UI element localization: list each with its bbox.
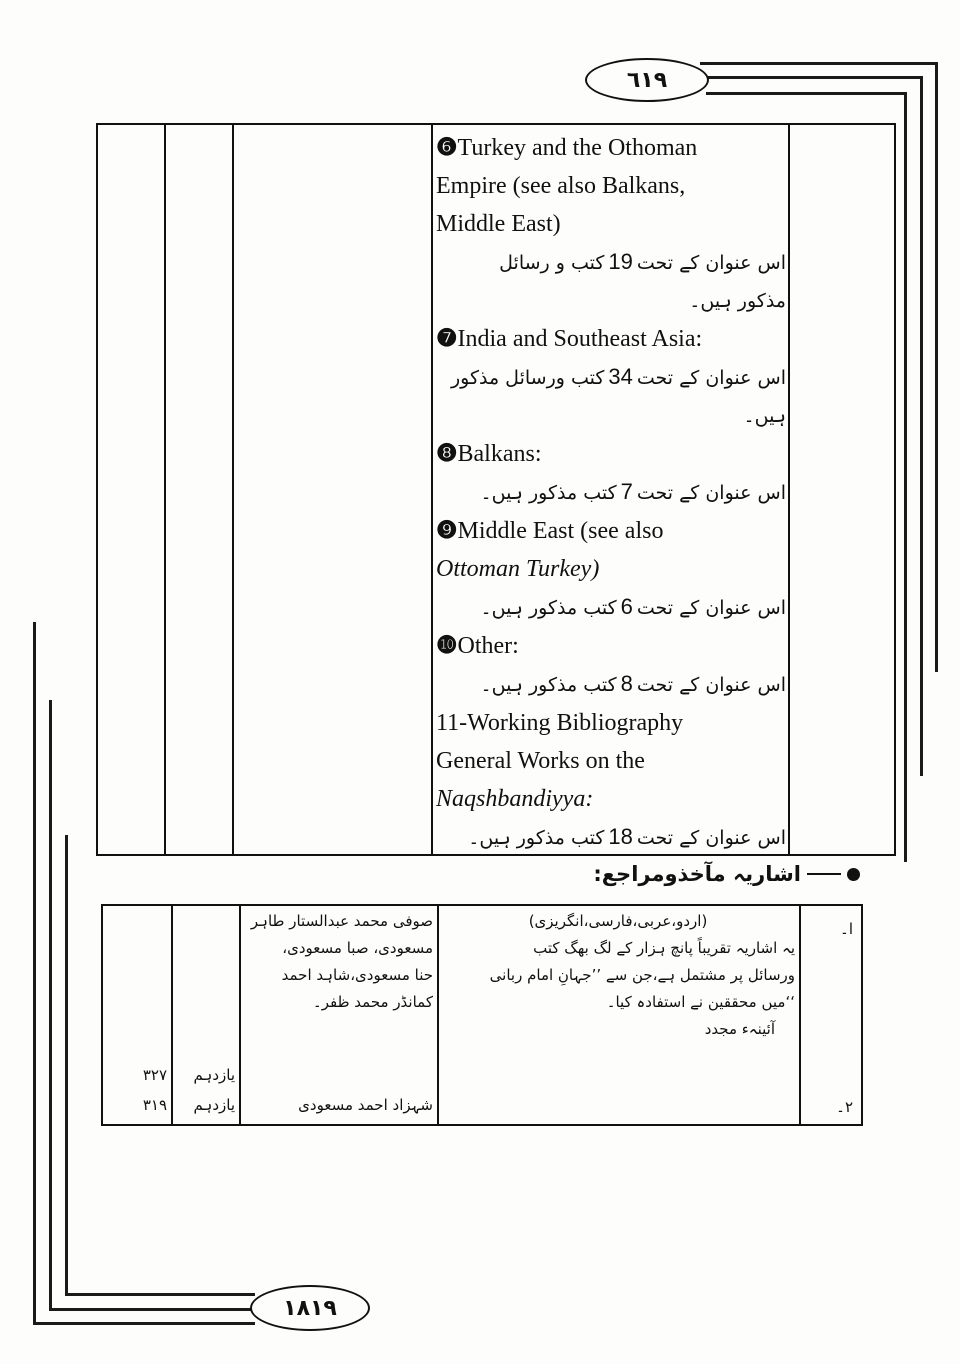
entry-number: ❿ [436, 633, 458, 659]
upper-table [96, 123, 896, 856]
entry-urdu-note: اس عنوان کے تحت18کتب مذکور ہیں۔ [468, 824, 786, 849]
entry-count: 34 [608, 364, 633, 389]
header-page-number-text: ٦١٩ [626, 67, 668, 93]
frame-line-right-2 [920, 76, 923, 776]
entry-other [436, 627, 786, 704]
row1-volume: یازدہم [193, 1066, 235, 1084]
frame-line-top-1 [700, 62, 937, 65]
frame-line-left-3 [65, 835, 68, 1295]
entry-count: 18 [608, 824, 633, 849]
upper-table-content-cell [436, 129, 786, 857]
upper-table-divider [164, 125, 166, 854]
entry-urdu-note: اس عنوان کے تحت6کتب مذکور ہیں۔ [480, 594, 786, 619]
lower-table-divider [239, 906, 241, 1124]
frame-line-right-1 [935, 62, 938, 672]
section-heading-text: اشاریہ مآخذومراجع: [593, 862, 801, 886]
entry-title: Turkey and the Othoman [457, 135, 698, 161]
frame-line-bottom-1 [33, 1322, 255, 1325]
entry-balkans [436, 435, 786, 512]
entry-working-bibliography [436, 704, 786, 857]
row1-description: (اردو،عربی،فارسی،انگریزی) یہ اشاریہ تقریباً پانچ ہزار کے لگ بھگ کتب ورسائل پر مشتمل ہے،جن سے ’’جہانِ امام ربانی ‘‘میں محققین نے استفادہ کیا۔ آئینہء مجدد [489, 912, 795, 1038]
entry-count: 7 [620, 479, 633, 504]
entry-title: India and Southeast Asia: [457, 326, 703, 352]
frame-line-left-2 [49, 700, 52, 1310]
row2-volume: یازدہم [193, 1096, 235, 1114]
entry-urdu-note: اس عنوان کے تحت7کتب مذکور ہیں۔ [480, 479, 786, 504]
entry-title: Other: [457, 633, 519, 659]
header-page-number [585, 58, 709, 102]
frame-line-bottom-2 [49, 1308, 255, 1311]
lower-table-divider [437, 906, 439, 1124]
entry-title: General Works on the [436, 748, 645, 774]
dash-divider [807, 873, 841, 875]
bullet-icon [847, 868, 860, 881]
entry-number: ❼ [436, 326, 458, 352]
entry-count: 6 [620, 594, 633, 619]
entry-turkey [436, 129, 786, 320]
section-heading [540, 862, 860, 886]
entry-middle-east [436, 512, 786, 627]
entry-title: Middle East (see also [457, 518, 664, 544]
upper-table-divider [232, 125, 234, 854]
entry-number: ❻ [436, 135, 458, 161]
footer-page-number-text: ١٨١٩ [283, 1295, 337, 1321]
entry-title: Empire (see also Balkans, [436, 173, 686, 199]
lower-table [101, 904, 863, 1126]
entry-title: 11-Working Bibliography [436, 710, 684, 736]
lower-table-divider [171, 906, 173, 1124]
entry-title: Middle East) [436, 211, 561, 237]
entry-urdu-note-cont: ہیں۔ [743, 405, 786, 427]
row1-index: ا۔ [840, 920, 853, 938]
frame-line-left-1 [33, 622, 36, 1324]
row1-authors: صوفی محمد عبدالستار طاہر مسعودی، صبا مسعودی، حنا مسعودی،شاہد احمد کمانڈر محمد ظفر۔ [250, 912, 433, 1011]
entry-title-italic: Naqshbandiyya: [436, 786, 594, 812]
entry-count: 19 [608, 249, 633, 274]
upper-table-divider [431, 125, 433, 854]
frame-line-top-3 [706, 92, 906, 95]
lower-table-divider [799, 906, 801, 1124]
upper-table-divider [788, 125, 790, 854]
entry-title-italic: Ottoman Turkey) [436, 556, 600, 582]
entry-urdu-note: اس عنوان کے تحت19کتب و رسائل [499, 249, 786, 274]
entry-urdu-note: اس عنوان کے تحت34کتب ورسائل مذکور [450, 364, 786, 389]
row1-page: ۳۲۷ [142, 1066, 167, 1084]
entry-urdu-note: اس عنوان کے تحت8کتب مذکور ہیں۔ [480, 671, 786, 696]
entry-count: 8 [620, 671, 633, 696]
footer-page-number [250, 1285, 370, 1331]
frame-line-right-3 [904, 92, 907, 862]
entry-number: ❽ [436, 441, 458, 467]
entry-india [436, 320, 786, 435]
frame-line-bottom-3 [65, 1293, 255, 1296]
entry-number: ❾ [436, 518, 458, 544]
entry-title: Balkans: [457, 441, 542, 467]
row2-page: ۳۱۹ [142, 1096, 167, 1114]
row2-author: شہزاد احمد مسعودی [298, 1096, 433, 1114]
entry-urdu-note-cont: مذکور ہیں۔ [689, 290, 786, 312]
row2-index: ۲۔ [836, 1098, 853, 1116]
frame-line-top-2 [706, 76, 922, 79]
